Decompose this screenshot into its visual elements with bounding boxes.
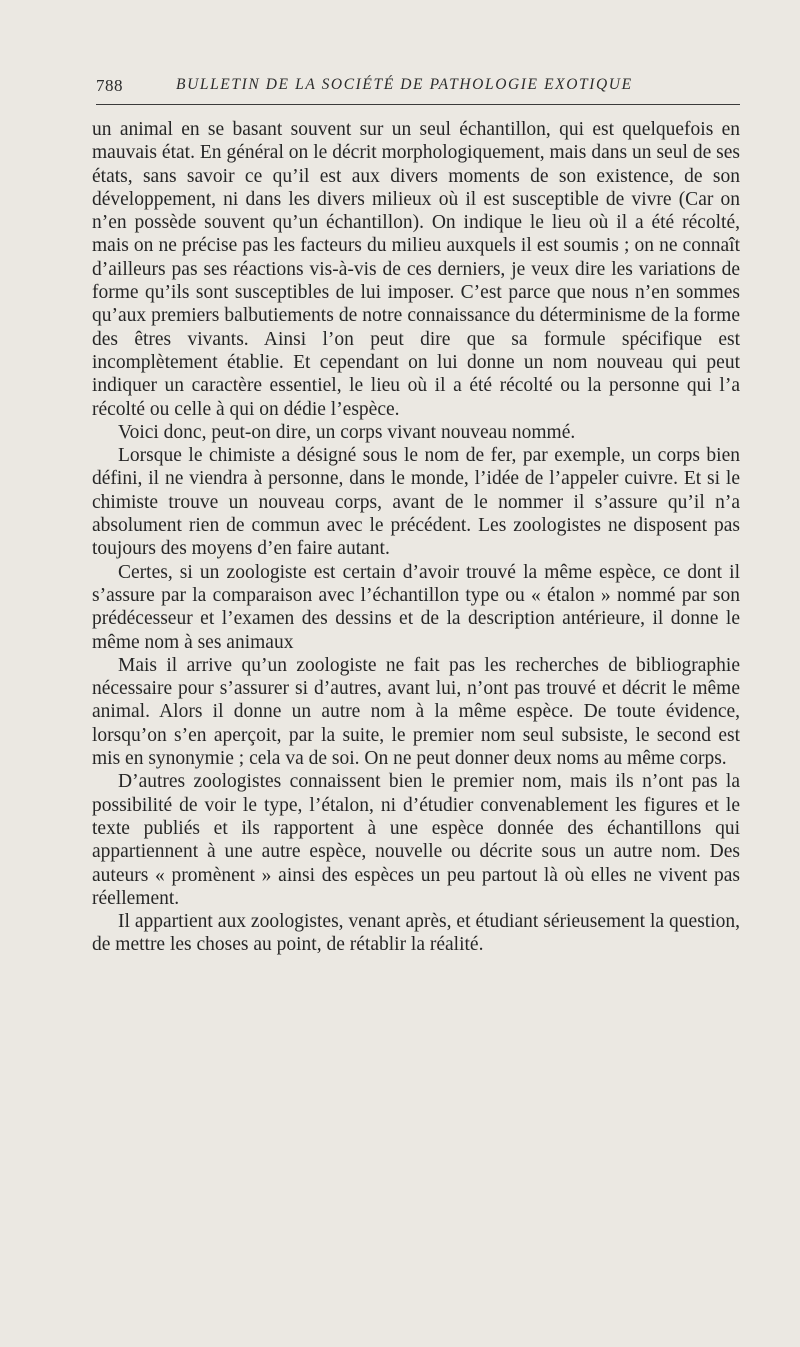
running-title: BULLETIN DE LA SOCIÉTÉ DE PATHOLOGIE EXOTIQUE	[176, 76, 633, 93]
page-header	[96, 74, 740, 100]
paragraph: Lorsque le chimiste a désigné sous le nom de fer, par exemple, un corps bien défini, il ne viendra à personne, dans le monde, l’idée de l’appeler cuivre. Et si le chimiste trouve un nouveau corps, avant de le nommer il s’assure qu’il n’a absolument rien de commun avec le précédent. Les zoologistes ne disposent pas toujours des moyens d’en faire autant.	[92, 445, 740, 560]
paragraph: D’autres zoologistes connaissent bien le premier nom, mais ils n’ont pas la possibilité de voir le type, l’étalon, ni d’étudier convenablement les figures et le texte publiés et ils rapportent à une espèce donnée des échantillons qui appartiennent à une autre espèce, nouvelle ou décrite sous un autre nom. Des auteurs « promènent » ainsi des espèces un peu partout là où elles ne vivent pas réellement.	[92, 771, 740, 909]
paragraph: Voici donc, peut-on dire, un corps vivant nouveau nommé.	[118, 421, 576, 443]
paragraph: Il appartient aux zoologistes, venant après, et étudiant sérieusement la question, de mettre les choses au point, de rétablir la réalité.	[92, 911, 740, 956]
body-text	[92, 118, 740, 957]
paragraph-continued: un animal en se basant souvent sur un seul échantillon, qui est quelquefois en mauvais état. En général on le décrit morphologiquement, mais dans un seul de ses états, sans savoir ce qu’il est aux divers moments de son existence, de son développement, ni dans les divers milieux où il est susceptible de vivre (Car on n’en possède souvent qu’un échantillon). On indique le lieu où il a été récolté, mais on ne précise pas les facteurs du milieu auxquels il est soumis ; on ne connaît d’ailleurs pas ses réactions vis-à-vis de ces derniers, je veux dire les variations de forme qu’ils sont susceptibles de lui imposer. C’est parce que nous n’en sommes qu’aux premiers balbutiements de notre connaissance du déterminisme de la forme des êtres vivants. Ainsi l’on peut dire que sa formule spécifique est incomplètement établie. Et cependant on lui donne un nom nouveau qui peut indiquer un caractère essentiel, le lieu où il a été récolté ou la personne qui l’a récolté ou celle à qui on dédie l’espèce.	[92, 119, 740, 420]
page-number: 788	[96, 76, 123, 95]
header-rule	[96, 104, 740, 105]
paragraph: Certes, si un zoologiste est certain d’avoir trouvé la même espèce, ce dont il s’assure par la comparaison avec l’échantillon type ou « étalon » nommé par son prédécesseur et l’examen des dessins et de la description antérieure, il donne le même nom à ses animaux	[92, 561, 740, 653]
paragraph: Mais il arrive qu’un zoologiste ne fait pas les recherches de bibliographie nécessaire pour s’assurer si d’autres, avant lui, n’ont pas trouvé et décrit le même animal. Alors il donne un autre nom à la même espèce. De toute évidence, lorsqu’on s’en aperçoit, par la suite, le premier nom seul subsiste, le second est mis en synonymie ; cela va de soi. On ne peut donner deux noms au même corps.	[92, 654, 740, 770]
